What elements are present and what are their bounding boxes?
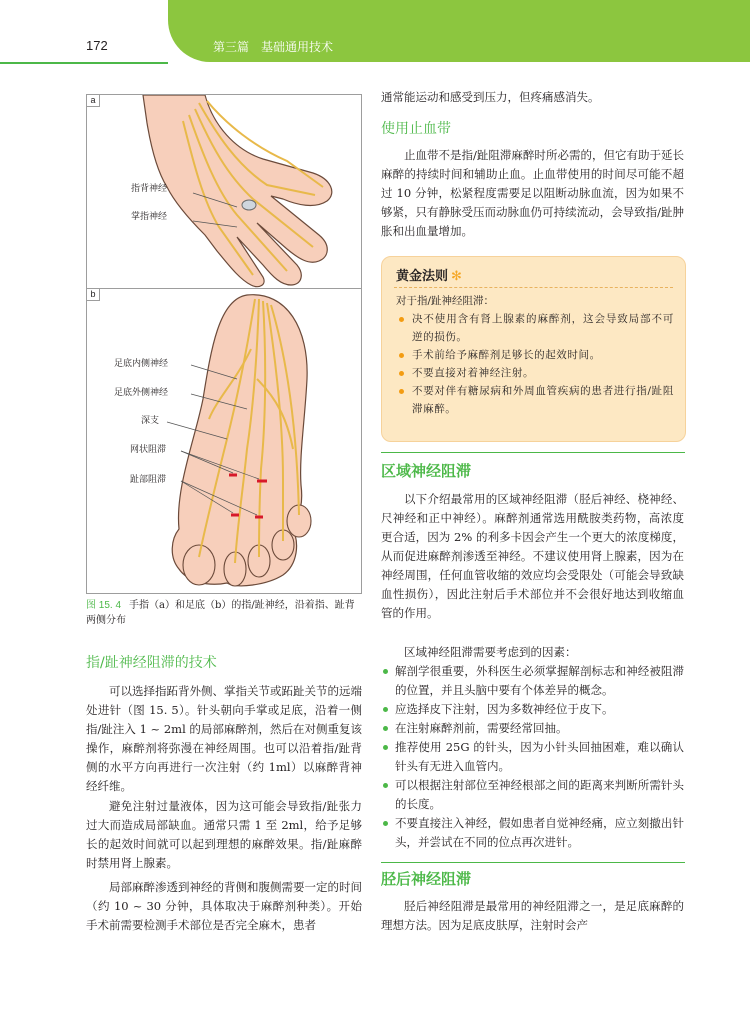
figure-15-4 — [86, 94, 362, 594]
paragraph: 局部麻醉渗透到神经的背侧和腹侧需要一定的时间（约 10 ~ 30 分钟，具体取决于麻醉剂种类）。开始手术前需要检测手术部位是否完全麻木，患者 — [86, 880, 362, 932]
golden-rule-box — [381, 256, 686, 442]
list-item: 在注射麻醉剂前，需要经常回抽。 — [381, 719, 684, 738]
golden-rule-title-text: 黄金法则 — [396, 269, 449, 284]
section-divider — [381, 452, 685, 453]
hand-shape — [143, 95, 332, 287]
regional-factors-list — [381, 662, 684, 852]
heading-technique: 指/趾神经阻滞的技术 — [86, 655, 217, 671]
chapter-title: 第三篇 基础通用技术 — [213, 40, 334, 54]
list-item: 不要对伴有糖尿病和外周血管疾病的患者进行指/趾阻滞麻醉。 — [396, 382, 674, 418]
star-icon: ✻ — [451, 269, 462, 284]
panel-label-b: b — [87, 289, 100, 301]
list-item: 不要直接对着神经注射。 — [396, 364, 674, 382]
figure-panel-b — [86, 289, 362, 594]
list-item: 推荐使用 25G 的针头，因为小针头回抽困难，难以确认针头有无进入血管内。 — [381, 738, 684, 776]
label-medial-plantar-nerve: 足底内侧神经 — [114, 359, 169, 369]
hand-illustration — [87, 95, 362, 288]
foot-illustration — [87, 289, 362, 593]
page-number: 172 — [86, 38, 108, 53]
golden-rule-title — [396, 265, 462, 284]
figure-caption — [86, 598, 364, 628]
golden-rule-intro: 对于指/趾神经阻滞： — [396, 295, 495, 307]
heading-tourniquet: 使用止血带 — [381, 121, 451, 137]
header-rule — [0, 30, 168, 64]
heading-tibial-block: 胫后神经阻滞 — [381, 870, 472, 888]
label-dorsal-digital-nerve: 指背神经 — [131, 184, 168, 194]
label-ring-block: 网状阻滞 — [130, 445, 167, 455]
heading-regional-block: 区域神经阻滞 — [381, 462, 472, 480]
paragraph: 胫后神经阻滞是最常用的神经阻滞之一，是足底麻醉的理想方法。因为足底皮肤厚，注射时会产 — [381, 899, 684, 932]
label-deep-branch: 深支 — [141, 416, 160, 426]
panel-label-a: a — [87, 95, 100, 107]
label-toe-block: 趾部阻滞 — [130, 475, 167, 485]
label-palmar-digital-nerve: 掌指神经 — [131, 212, 168, 222]
list-item: 可以根据注射部位至神经根部之间的距离来判断所需针头的长度。 — [381, 776, 684, 814]
section-divider — [381, 862, 685, 863]
paragraph: 区域神经阻滞需要考虑到的因素： — [404, 645, 577, 659]
caption-number: 图 15. 4 — [86, 600, 122, 611]
list-item: 不要直接注入神经，假如患者自觉神经痛，应立刻撤出针头，并尝试在不同的位点再次进针。 — [381, 814, 684, 852]
label-lateral-plantar-nerve: 足底外侧神经 — [114, 388, 169, 398]
divider — [394, 287, 673, 288]
paragraph: 避免注射过量液体，因为这可能会导致指/趾张力过大而造成局部缺血。通常只需 1 至 2ml，给予足够长的起效时间就可以起到理想的麻醉效果。指/趾麻醉时禁用肾上腺素。 — [86, 799, 362, 870]
list-item: 解剖学很重要，外科医生必须掌握解剖标志和神经被阻滞的位置，并且头脑中要有个体差异的概念。 — [381, 662, 684, 700]
paragraph: 通常能运动和感受到压力，但疼痛感消失。 — [381, 90, 600, 104]
syringe-tip — [242, 200, 256, 210]
caption-text: 手指（a）和足底（b）的指/趾神经，沿着指、趾背两侧分布 — [86, 600, 355, 626]
list-item: 应选择皮下注射，因为多数神经位于皮下。 — [381, 700, 684, 719]
list-item: 决不使用含有肾上腺素的麻醉剂，这会导致局部不可逆的损伤。 — [396, 310, 674, 346]
paragraph: 可以选择指跖背外侧、掌指关节或跖趾关节的远端处进针（图 15. 5）。针头朝向手掌或足底，沿着一侧指/趾注入 1 ~ 2ml 的局部麻醉剂，然后在对侧重复该操作，麻醉剂将弥漫在神经周围。也可以沿着指/趾背侧的水平方向再进行一次注射（约 1ml）以麻醉背神经纤维。 — [86, 684, 362, 793]
paragraph: 止血带不是指/趾阻滞麻醉时所必需的，但它有助于延长麻醉的持续时间和辅助止血。止血带使用的时间尽可能不超过 10 分钟，松紧程度需要足以阻断动脉血流，因为如果不够紧，只有静脉受压而动脉血仍可持续流动，会导致指/趾肿胀和出血量增加。 — [381, 148, 684, 238]
list-item: 手术前给予麻醉剂足够长的起效时间。 — [396, 346, 674, 364]
golden-rule-list — [396, 310, 674, 418]
figure-panel-a — [86, 94, 362, 289]
paragraph: 以下介绍最常用的区域神经阻滞（胫后神经、桡神经、尺神经和正中神经）。麻醉剂通常选用酰胺类药物，高浓度更合适，因为 2% 的利多卡因会产生一个更大的浓度梯度，从而促进麻醉剂渗透至神经。不建议使用肾上腺素，因为在神经周围，任何血管收缩的效应均会受限处（可能会导致缺血性损伤），因此注射后手术部位并不会很好地达到收缩血管的作用。 — [381, 492, 684, 620]
